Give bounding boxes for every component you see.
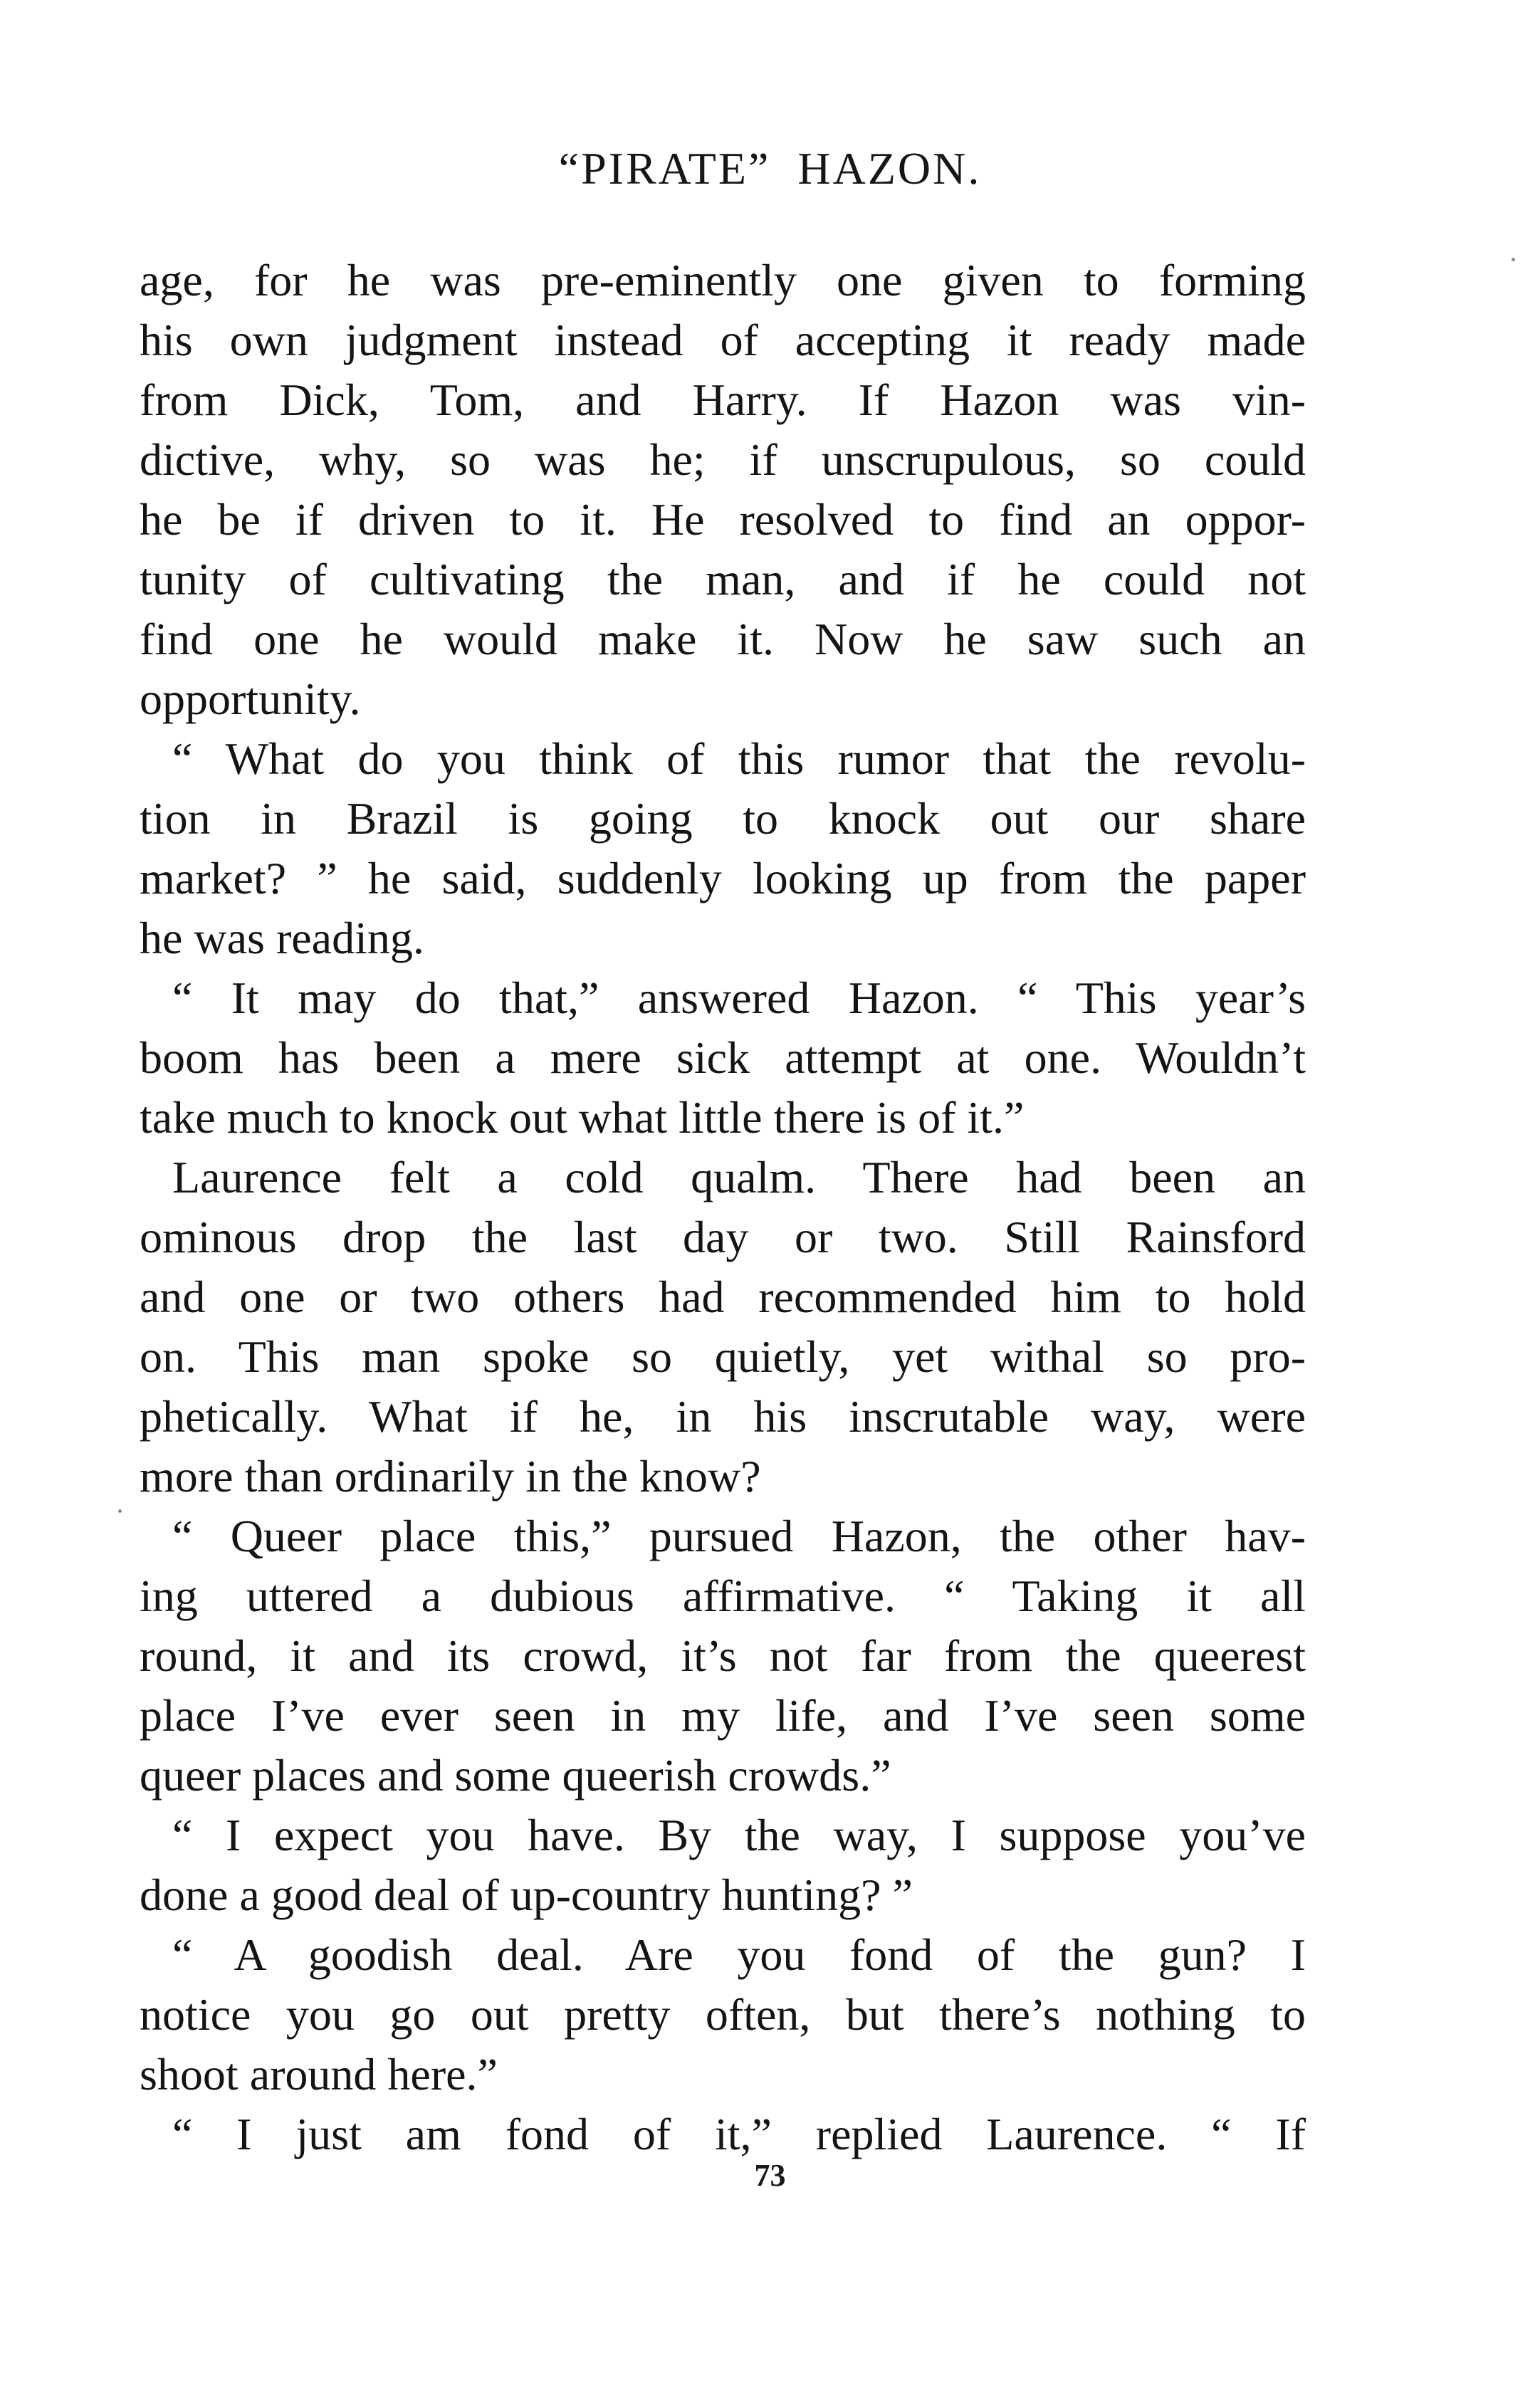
text-line: dictive, why, so was he; if unscrupulous, so could [140,434,1306,485]
text-line: done a good deal of up-country hunting? ” [140,1870,913,1920]
running-head: “PIRATE” HAZON. [558,143,982,194]
text-line: more than ordinarily in the know? [140,1451,761,1501]
text-line: shoot around here.” [140,2049,498,2100]
text-line: his own judgment instead of accepting it ready made [140,315,1306,365]
text-line: ominous drop the last day or two. Still Rainsford [140,1212,1306,1262]
text-line: market? ” he said, suddenly looking up from the paper [140,853,1306,903]
text-line: notice you go out pretty often, but there’s nothing to [140,1989,1306,2040]
text-line: “ I just am fond of it,” replied Laurence. “ If [172,2109,1306,2159]
text-line: on. This man spoke so quietly, yet withal so pro- [140,1331,1306,1382]
text-line: ing uttered a dubious affirmative. “ Taking it all [140,1571,1306,1621]
text-line: “ Queer place this,” pursued Hazon, the other hav- [172,1511,1306,1561]
text-line: he be if driven to it. He resolved to find an oppor- [140,494,1306,545]
text-line: “ A goodish deal. Are you fond of the gun? I [172,1929,1306,1980]
text-line: boom has been a mere sick attempt at one. Wouldn’t [140,1032,1306,1083]
text-line: “ What do you think of this rumor that the revolu- [172,733,1306,784]
text-line: find one he would make it. Now he saw such an [140,614,1306,664]
text-line: from Dick, Tom, and Harry. If Hazon was vin- [140,374,1306,425]
body-text [140,251,1306,2164]
text-line: place I’ve ever seen in my life, and I’ve seen some [140,1690,1306,1741]
text-line: tion in Brazil is going to knock out our share [140,793,1306,844]
text-line: Laurence felt a cold qualm. There had been an [172,1152,1306,1202]
paper-speck [1512,258,1515,261]
text-line: and one or two others had recommended him to hold [140,1272,1306,1322]
text-line: he was reading. [140,913,424,963]
text-line: tunity of cultivating the man, and if he could not [140,554,1306,604]
text-line: take much to knock out what little there is of it.” [140,1092,1025,1143]
paper-speck [118,1509,122,1513]
text-line: “ I expect you have. By the way, I suppose you’ve [172,1810,1306,1860]
text-line: phetically. What if he, in his inscrutable way, were [140,1391,1306,1442]
text-line: “ It may do that,” answered Hazon. “ This year’s [172,973,1306,1023]
page-number: 73 [754,2158,786,2193]
text-line: queer places and some queerish crowds.” [140,1750,891,1801]
text-line: round, it and its crowd, it’s not far from the queerest [140,1630,1306,1681]
text-line: opportunity. [140,674,361,724]
text-line: age, for he was pre-eminently one given to forming [140,255,1306,305]
